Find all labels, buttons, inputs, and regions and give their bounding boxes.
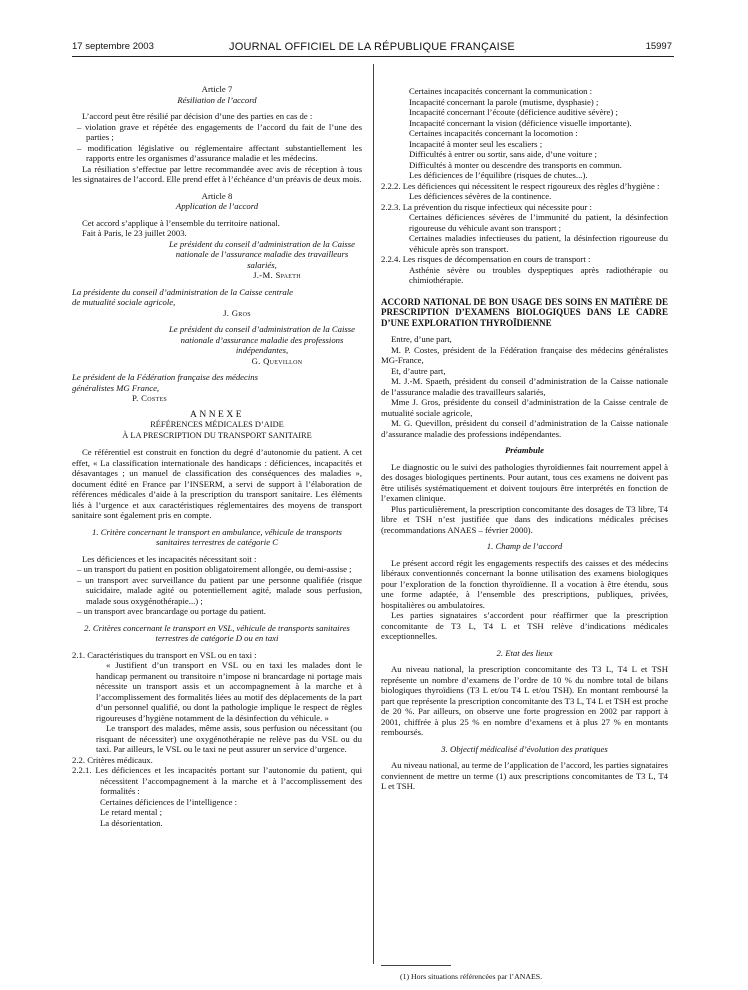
quoted-paragraph: « Justifient d’un transport en VSL ou en taxi les malades dont le handicap permanent ou transitoire n’impose ni brancardage ni portage mais nécessite un transport assis et un accompagnement à la marche et à l’accomplissement des formalités liées au motif des déplacements de la part d’un personnel qualifié, ou dont la pathologie implique le respect de règles rigoureuses d’hygiène notamment de la désinfection du véhicule. »	[96, 660, 362, 723]
subsection-item: 2.2.3. La prévention du risque infectieux qui nécessite pour :	[381, 201, 592, 212]
paragraph: Fait à Paris, le 23 juillet 2003.	[82, 228, 187, 238]
list-item: Incapacité concernant l’écoute (déficience auditive sévère) ;	[409, 107, 618, 117]
signature-title: Le président du conseil d’administration de la Caisse nationale d’assurance maladie des professions indépendantes,	[168, 324, 356, 355]
paragraph: M. G. Quevillon, président du conseil d’administration de la Caisse nationale d’assurance maladie des professions indépendantes.	[381, 418, 668, 439]
article-7-subtitle: Résiliation de l’accord	[177, 94, 257, 105]
paragraph: Le présent accord régit les engagements respectifs des caisses et des médecins libéraux conventionnés concernant la bonne utilisation des examens biologiques pour l’exploration de la fonction thyroïdienne. Il a vocation à être étendu, sous une forme adaptée, à l’ensemble des prescriptions, publiques, privées, hospitalières ou ambulatoires.	[381, 557, 668, 610]
header-page-number: 15997	[645, 41, 672, 52]
paragraph: La résiliation s’effectue par lettre recommandée avec avis de réception à tous les signataires de l’accord. Elle prend effet à l’échéance d’un préavis de deux mois.	[72, 163, 362, 184]
signature-name: J.-M. Spaeth	[253, 270, 301, 280]
subsection-item: 2.2. Critères médicaux.	[72, 754, 153, 765]
list-item: Incapacité concernant la vision (déficience visuelle importante).	[409, 117, 632, 128]
page-header	[72, 41, 672, 55]
paragraph: Plus particulièrement, la prescription concomitante des dosages de T3 libre, T4 libre et TSH n’est justifiée que dans des indications médicales précises (recommandations ANAES – février 2000).	[381, 503, 668, 535]
signature-name: G. Quevillon	[251, 355, 303, 366]
section-heading: 2. Critères concernant le transport en VSL, véhicule de transports sanitaires terrestres de catégorie D ou en taxi	[84, 622, 350, 643]
subsection-item: 2.2.4. Les risques de décompensation en cours de transport :	[381, 254, 591, 264]
list-item: Asthénie sévère ou troubles dyspeptiques après radiothérapie ou chimiothérapie.	[409, 264, 668, 285]
paragraph: Mme J. Gros, présidente du conseil d’administration de la Caisse centrale de mutualité sociale agricole,	[381, 397, 668, 418]
paragraph: M. J.-M. Spaeth, président du conseil d’administration de la Caisse nationale de l’assurance maladie des travailleurs salariés,	[381, 376, 668, 397]
signature-title: Le président du conseil d’administration de la Caisse nationale de l’assurance maladie des travailleurs salariés,	[168, 238, 356, 270]
signature-name: J. Gros	[223, 307, 251, 318]
list-item: Les déficiences sévères de la continence.	[409, 191, 552, 201]
subsection-item: 2.1. Caractéristiques du transport en VSL ou en taxi :	[72, 649, 257, 660]
list-item: Difficultés à entrer ou sortir, sans aide, d’une voiture ;	[409, 149, 597, 159]
list-item: Certaines incapacités concernant la communication :	[409, 86, 593, 96]
paragraph: Le transport des malades, même assis, sous perfusion ou nécessitant (ou risquant de nécessiter) une oxygénothérapie ne relève pas du VSL ou du taxi. Par ailleurs, le VSL ou le taxi ne peut assurer un service d’urgence.	[96, 723, 362, 754]
article-7-title: Article 7	[201, 84, 233, 94]
list-item: – un transport du patient en position obligatoirement allongée, ou demi-assise ;	[77, 564, 352, 574]
paragraph: M. P. Costes, président de la Fédération française des médecins généralistes MG-France,	[381, 344, 668, 365]
paragraph: Entre, d’une part,	[391, 334, 452, 344]
subsection-item: 2.2.1. Les déficiences et les incapacités portant sur l’autonomie du patient, qui nécessitent l’accompagnement à la marche et à l’accomplissement des formalités :	[72, 765, 362, 796]
section-heading: 1. Critère concernant le transport en ambulance, véhicule de transports sanitaires terrestres de catégorie C	[92, 526, 342, 547]
section-heading: 2. Etat des lieux	[496, 647, 553, 658]
list-item: Certaines déficiences de l’intelligence :	[100, 796, 238, 807]
list-item: La désorientation.	[100, 817, 163, 828]
footnote: (1) Hors situations référencées par l’ANAES.	[400, 972, 543, 981]
paragraph: Cet accord s’applique à l’ensemble du territoire national.	[82, 217, 280, 228]
list-item: Difficultés à monter ou descendre des transports en commun.	[409, 159, 622, 170]
paragraph: Au niveau national, au terme de l’application de l’accord, les parties signataires conviennent de mettre un terme (1) aux prescriptions concomitantes de T3 L, T4 L et TSH.	[381, 760, 668, 791]
preamble-heading: Préambule	[504, 445, 545, 455]
signature-title: Le président de la Fédération française des médecins généralistes MG France,	[72, 372, 259, 393]
paragraph: Les parties signataires s’accordent pour réaffirmer que la prescription concomitante de T3 L, T4 L et TSH relève d’indications médicales exceptionnelles.	[381, 610, 668, 641]
right-column	[381, 86, 668, 792]
annexe-title-line-2: À LA PRESCRIPTION DU TRANSPORT SANITAIRE	[122, 430, 312, 440]
paragraph: Ce référentiel est construit en fonction du degré d’autonomie du patient. A cet effet, « La classification internationale des handicaps : déficiences, incapacités et désavantages ; un manuel de classification des conséquences des maladies », document édité en France par l’INSERM, a servi de support à l’élaboration de références médicales d’aide à la prescription du transport sanitaire. Les éléments liés à l’urgence et aux caractéristiques réglementaires des moyens de transport sanitaire sont également pris en compte.	[72, 447, 362, 520]
list-item: Certaines déficiences sévères de l’immunité du patient, la désinfection rigoureuse du véhicule avant son transport ;	[409, 212, 668, 233]
header-journal-title: JOURNAL OFFICIEL DE LA RÉPUBLIQUE FRANÇAISE	[229, 41, 515, 53]
section-heading: 3. Objectif médicalisé d’évolution des pratiques	[441, 743, 608, 754]
paragraph: Et, d’autre part,	[391, 365, 446, 376]
column-divider	[373, 64, 374, 964]
list-item: – modification législative ou réglementaire affectant substantiellement les rapports entre les organismes d’assurance maladie et les médecins.	[77, 142, 362, 163]
header-rule	[72, 56, 674, 57]
section-heading: 1. Champ de l’accord	[486, 541, 563, 551]
paragraph: Les déficiences et les incapacités nécessitant soit :	[82, 553, 257, 564]
paragraph: L’accord peut être résilié par décision d’une des parties en cas de :	[82, 111, 313, 121]
list-item: Incapacité concernant la parole (mutisme, dysphasie) ;	[409, 96, 599, 107]
signature-name: P. Costes	[132, 393, 168, 403]
list-item: Certaines maladies infectieuses du patient, la désinfection rigoureuse du véhicule après son transport.	[409, 233, 668, 254]
list-item: – violation grave et répétée des engagements de l’accord du fait de l’une des parties ;	[77, 121, 362, 142]
article-8-subtitle: Application de l’accord	[175, 201, 259, 211]
article-8-title: Article 8	[201, 190, 233, 201]
subsection-item: 2.2.2. Les déficiences qui nécessitent le respect rigoureux des règles d’hygiène :	[381, 180, 660, 191]
accord-title: ACCORD NATIONAL DE BON USAGE DES SOINS EN MATIÈRE DE PRESCRIPTION D’EXAMENS BIOLOGIQUES DANS LE CADRE D’UNE EXPLORATION THYROÏDIENNE	[381, 296, 668, 328]
left-column	[72, 84, 362, 828]
signature-title: La présidente du conseil d’administration de la Caisse centrale de mutualité sociale agricole,	[72, 286, 294, 307]
list-item: Incapacité à monter seul les escaliers ;	[409, 138, 543, 149]
list-item: Les déficiences de l’équilibre (risques de chutes...).	[409, 170, 588, 180]
paragraph: Au niveau national, la prescription concomitante des T3 L, T4 L et TSH représente un nombre d’examens de l’ordre de 10 % du nombre total de bilans biologiques thyroïdiens (T3 L et/ou T4 L et/ou TSH). En montant remboursé la part que représente la prescription concomitante des T3 L, T4 L et TSH est proche de 20 %. Par ailleurs, on observe une forte progression en 2002 par rapport à 2001, chiffrée à plus 25 % en nombre d’examens et à plus 27 % en montants remboursés.	[381, 664, 668, 737]
footnote-rule	[381, 965, 451, 966]
paragraph: Le diagnostic ou le suivi des pathologies thyroïdiennes fait nourrement appel à des dosages biologiques pertinents. Pour autant, tous ces examens ne doivent pas être utilisés systématiquement et doivent toujours être interprétés en fonction de l’examen clinique.	[381, 461, 668, 503]
list-item: – un transport avec brancardage ou portage du patient.	[77, 606, 266, 616]
annexe-title-line-1: RÉFÉRENCES MÉDICALES D’AIDE	[150, 420, 284, 429]
header-date: 17 septembre 2003	[72, 41, 154, 52]
list-item: Le retard mental ;	[100, 807, 162, 817]
list-item: Certaines incapacités concernant la locomotion :	[409, 128, 578, 138]
list-item: – un transport avec surveillance du patient par une personne qualifiée (risque suicidaire, malade agité ou potentiellement agité, malade sous perfusion, malade sous oxygénothérapie...) ;	[77, 574, 362, 606]
annexe-heading: ANNEXE	[189, 409, 245, 420]
